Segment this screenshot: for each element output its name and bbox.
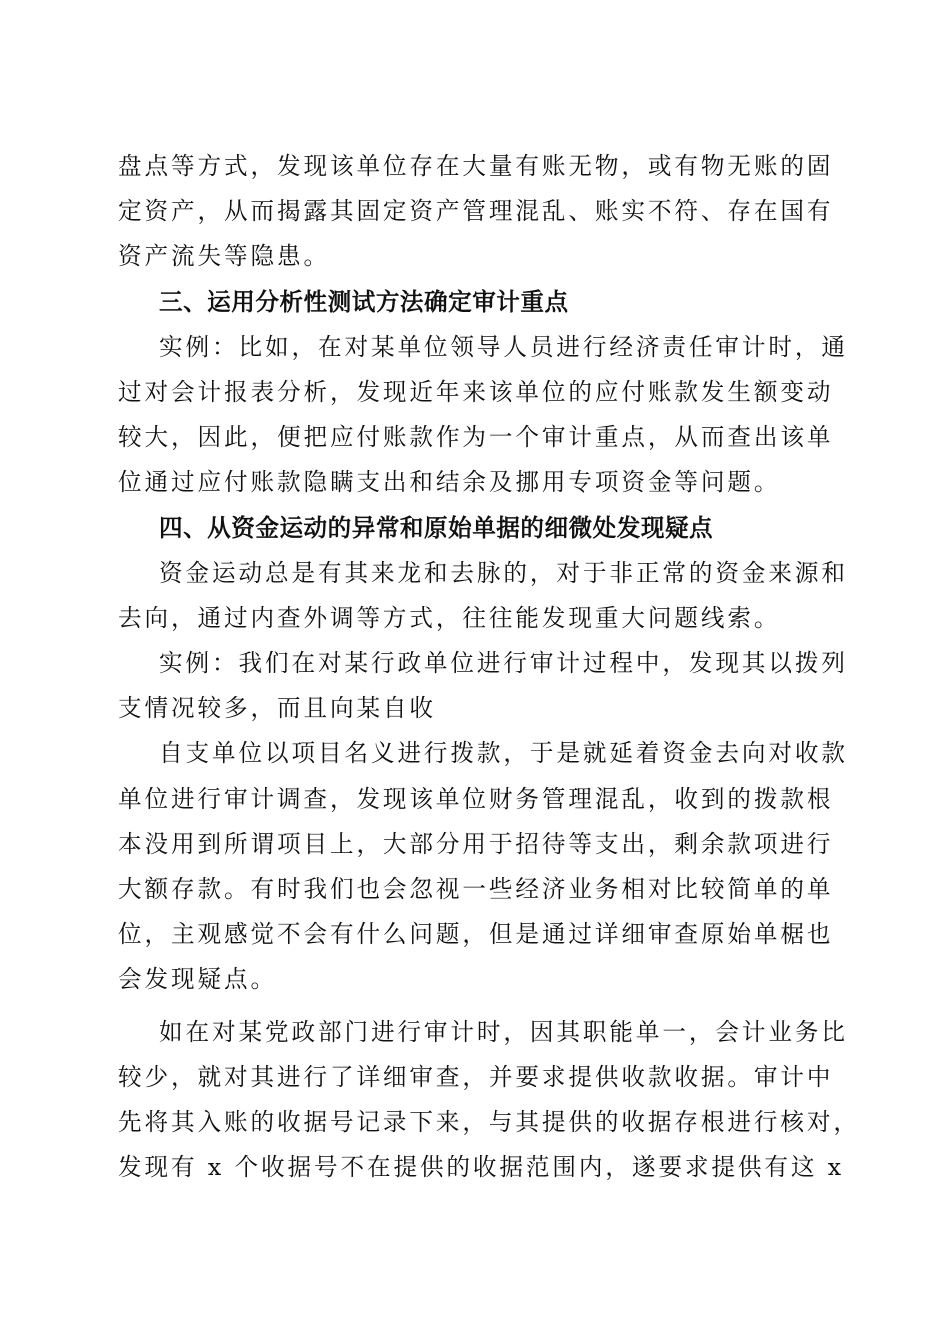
text-line: 单位进行审计调查，发现该单位财务管理混乱，收到的拨款根 bbox=[118, 784, 834, 813]
text-line: 如在对某党政部门进行审计时，因其职能单一，会计业务比 bbox=[159, 1017, 848, 1046]
text-line: 自支单位以项目名义进行拨款，于是就延着资金去向对收款 bbox=[159, 739, 848, 768]
text-line: 较少，就对其进行了详细审查，并要求提供收款收据。审计中 bbox=[118, 1062, 834, 1091]
document-page bbox=[118, 144, 860, 1190]
paragraph-self-funded-unit bbox=[118, 731, 848, 1002]
text-line: 实例：我们在对某行政单位进行审计过程中，发现其以拨列 bbox=[159, 649, 848, 678]
text-line: 会发现疑点。 bbox=[118, 965, 277, 994]
text-line: 较大，因此，便把应付账款作为一个审计重点，从而查出该单 bbox=[118, 423, 834, 452]
text-line: 过对会计报表分析，发现近年来该单位的应付账款发生额变动 bbox=[118, 377, 834, 406]
text-line: 本没用到所谓项目上，大部分用于招待等支出，剩余款项进行 bbox=[118, 829, 834, 858]
text-line: 资产流失等隐患。 bbox=[118, 242, 330, 271]
paragraph-example-admin-unit bbox=[118, 641, 848, 731]
text-line: 实例：比如，在对某单位领导人员进行经济责任审计时，通 bbox=[159, 332, 848, 361]
section-heading-3: 三、运用分析性测试方法确定审计重点 bbox=[159, 287, 569, 316]
text-line: 发现有 x 个收据号不在提供的收据范围内，遂要求提供有这 x bbox=[118, 1153, 844, 1182]
text-line: 支情况较多，而且向某自收 bbox=[118, 694, 436, 723]
text-line: 定资产，从而揭露其固定资产管理混乱、账实不符、存在国有 bbox=[118, 197, 834, 226]
paragraph-party-dept-audit bbox=[118, 1010, 860, 1191]
paragraph-fixed-assets-continued bbox=[118, 144, 834, 280]
paragraph-example-analytical-test bbox=[118, 325, 848, 506]
text-line: 去向，通过内查外调等方式，往往能发现重大问题线索。 bbox=[118, 603, 781, 632]
text-line: 资金运动总是有其来龙和去脉的，对于非正常的资金来源和 bbox=[159, 558, 848, 587]
text-line: 盘点等方式，发现该单位存在大量有账无物，或有物无账的固 bbox=[118, 152, 834, 180]
paragraph-gap bbox=[118, 1003, 826, 1010]
text-line: 位通过应付账款隐瞒支出和结余及挪用专项资金等问题。 bbox=[118, 468, 781, 497]
paragraph-fund-flow bbox=[118, 551, 848, 641]
section-heading-4: 四、从资金运动的异常和原始单据的细微处发现疑点 bbox=[159, 513, 714, 542]
text-line: 先将其入账的收据号记录下来，与其提供的收据存根进行核对， bbox=[118, 1107, 860, 1136]
text-line: 大额存款。有时我们也会忽视一些经济业务相对比较简单的单 bbox=[118, 875, 834, 903]
text-line: 位，主观感觉不会有什么问题，但是通过详细审查原始单椐也 bbox=[118, 920, 834, 949]
